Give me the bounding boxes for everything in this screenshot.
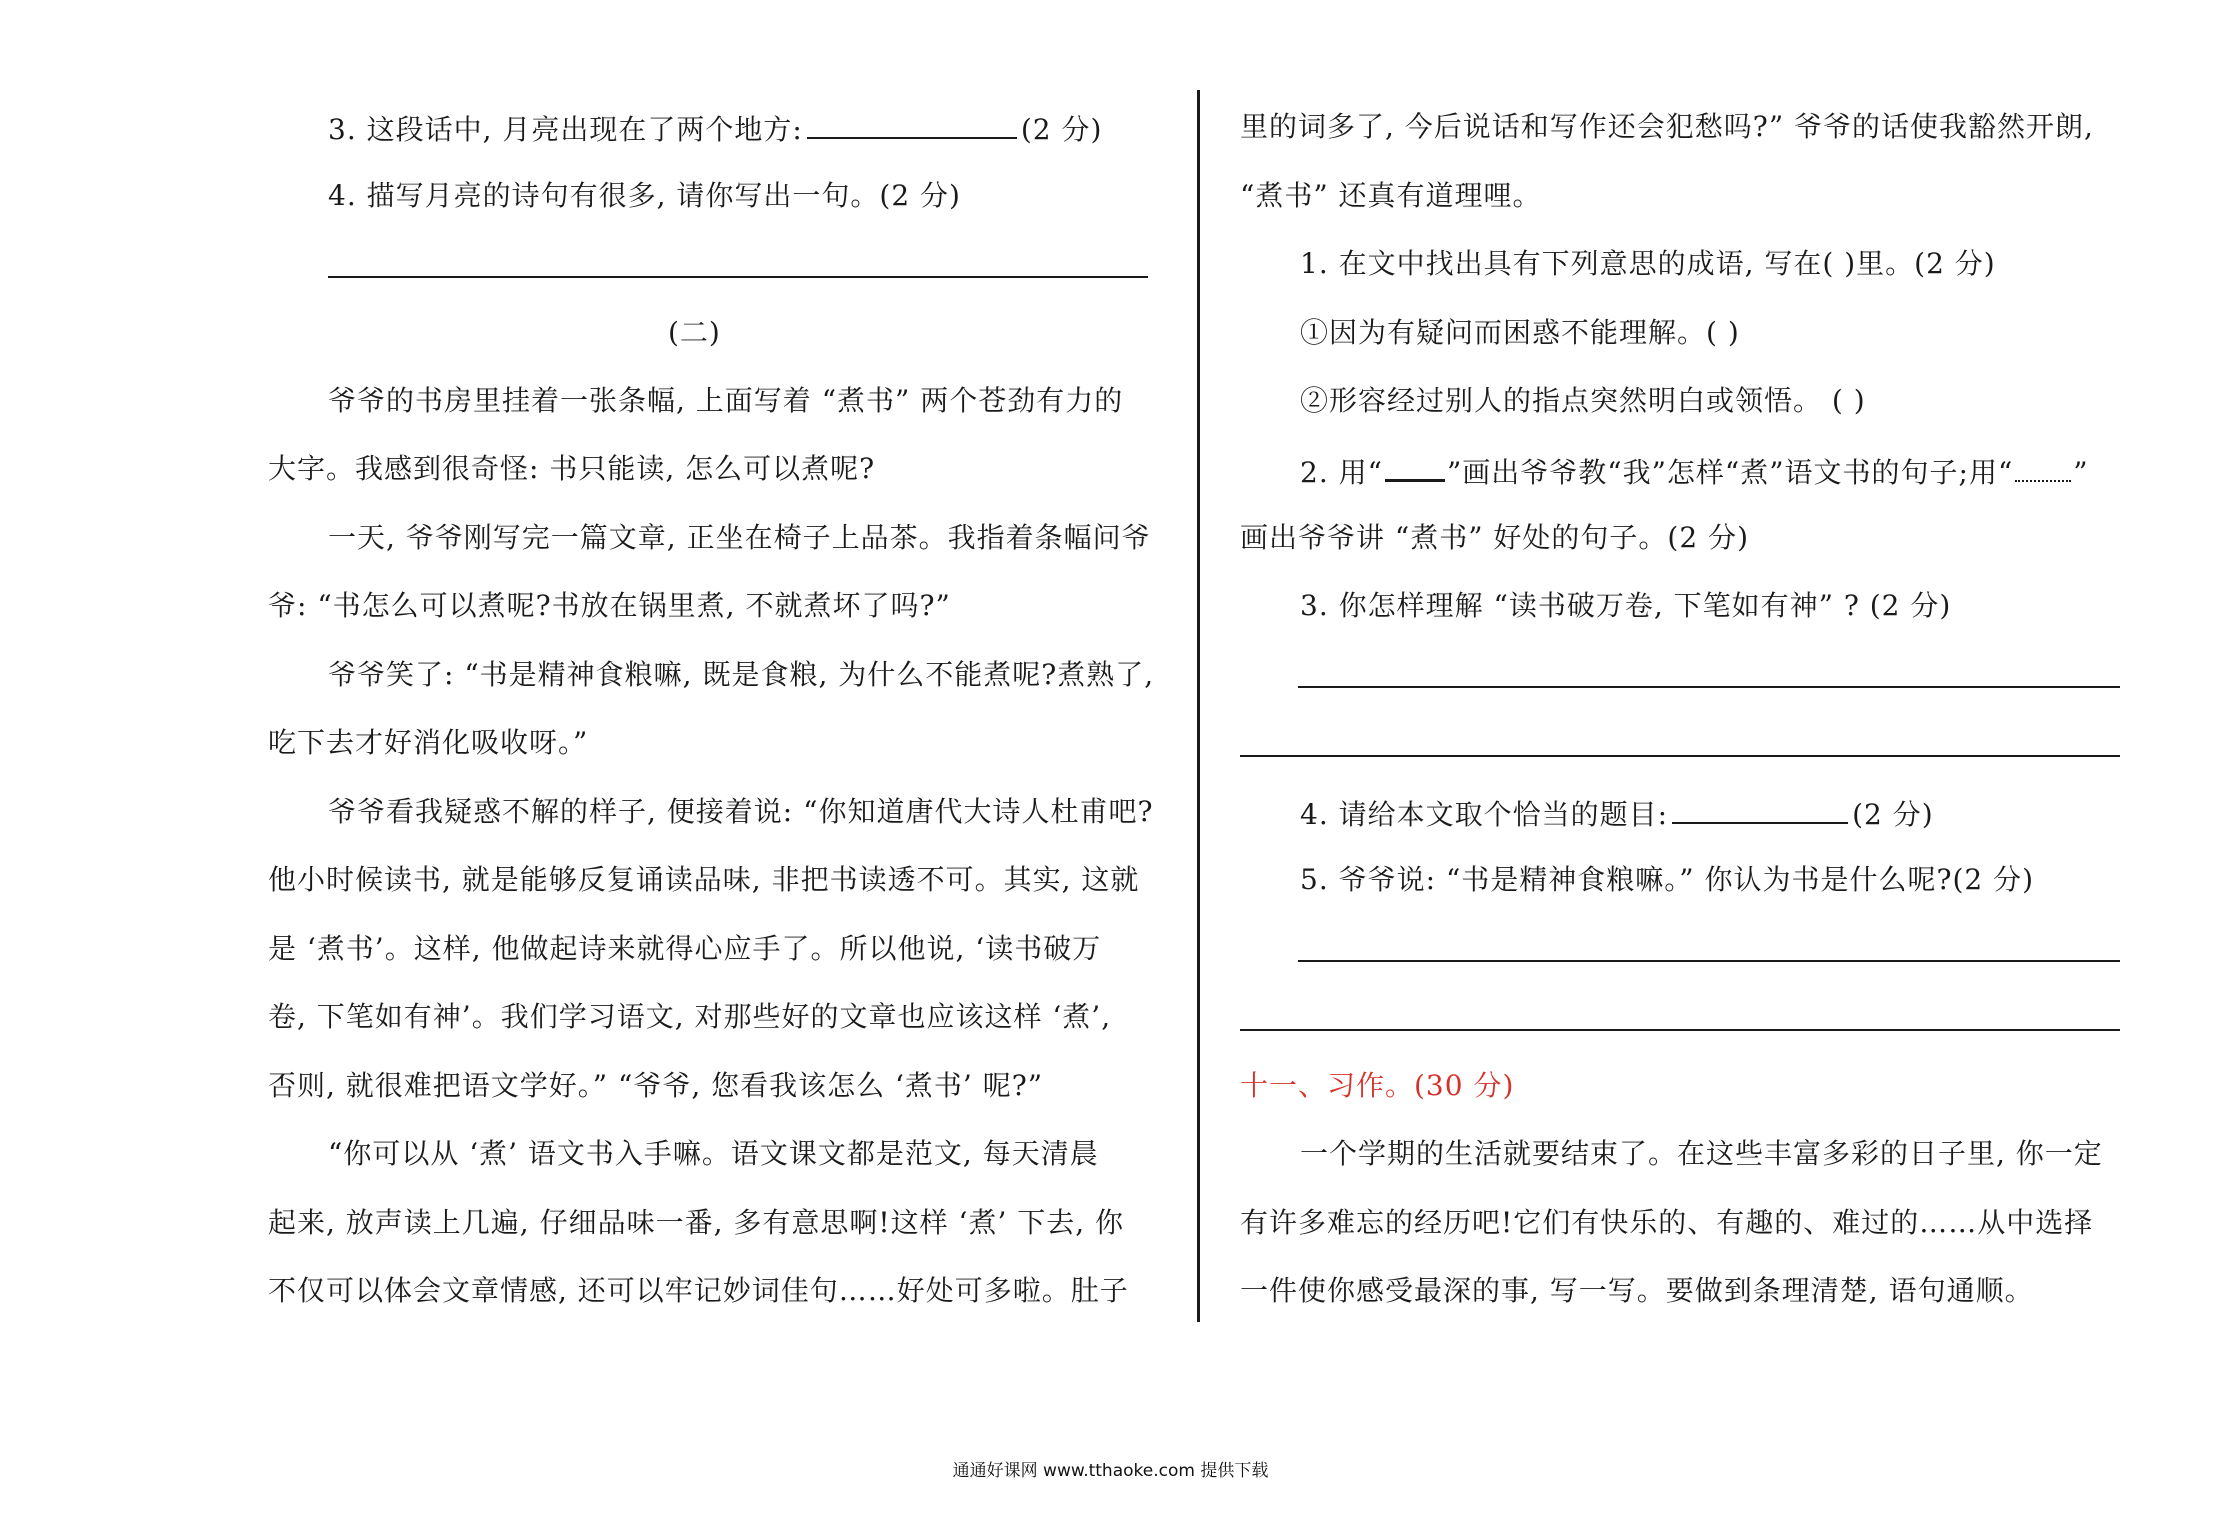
- essay-prompt-line: 有许多难忘的经历吧!它们有快乐的、有趣的、难过的……从中选择: [1240, 1206, 2094, 1239]
- wavy-line-mark: [2015, 450, 2071, 482]
- question-1: 1. 在文中找出具有下列意思的成语, 写在( )里。(2 分): [1300, 247, 1996, 280]
- answer-line[interactable]: [1298, 686, 2120, 688]
- paragraph-line: 一天, 爷爷刚写完一篇文章, 正坐在椅子上品茶。我指着条幅问爷: [328, 521, 1151, 554]
- essay-prompt-line: 一件使你感受最深的事, 写一写。要做到条理清楚, 语句通顺。: [1240, 1274, 2034, 1307]
- essay-section-title: 十一、习作。(30 分): [1240, 1069, 1515, 1102]
- question-2: 2. 用“ ”画出爷爷教“我”怎样“煮”语文书的句子;用“ ”: [1300, 449, 2089, 493]
- question-3: 3. 这段话中, 月亮出现在了两个地方: (2 分): [328, 107, 1102, 150]
- paragraph-line: 爷爷的书房里挂着一张条幅, 上面写着 “煮书” 两个苍劲有力的: [328, 384, 1124, 417]
- paragraph-line: 爷: “书怎么可以煮呢?书放在锅里煮, 不就煮坏了吗?”: [268, 589, 951, 622]
- paragraph-line: 里的词多了, 今后说话和写作还会犯愁吗?” 爷爷的话使我豁然开朗,: [1240, 110, 2094, 143]
- question-2-cont: 画出爷爷讲 “煮书” 好处的句子。(2 分): [1240, 521, 1749, 554]
- paragraph-line: “煮书” 还真有道理哩。: [1240, 179, 1542, 212]
- paragraph-line: 他小时候读书, 就是能够反复诵读品味, 非把书读透不可。其实, 这就: [268, 863, 1140, 896]
- paragraph-line: 是 ‘煮书’。这样, 他做起诗来就得心应手了。所以他说, ‘读书破万: [268, 932, 1102, 965]
- question-4: 4. 描写月亮的诗句有很多, 请你写出一句。(2 分): [328, 179, 961, 212]
- paragraph-line: 爷爷笑了: “书是精神食粮嘛, 既是食粮, 为什么不能煮呢?煮熟了,: [328, 658, 1155, 691]
- paragraph-line: 卷, 下笔如有神’。我们学习语文, 对那些好的文章也应该这样 ‘煮’,: [268, 1000, 1112, 1033]
- question-3: 3. 你怎样理解 “读书破万卷, 下笔如有神” ? (2 分): [1300, 589, 1952, 622]
- paragraph-line: 吃下去才好消化吸收呀。”: [268, 726, 589, 759]
- column-divider: [1197, 90, 1200, 1322]
- paragraph-line: 不仅可以体会文章情感, 还可以牢记妙词佳句……好处可多啦。肚子: [268, 1274, 1129, 1307]
- answer-line[interactable]: [328, 276, 1148, 278]
- answer-blank[interactable]: [807, 107, 1017, 139]
- section-title: (二): [668, 316, 721, 349]
- answer-line[interactable]: [1240, 1029, 2120, 1031]
- paragraph-line: 大字。我感到很奇怪: 书只能读, 怎么可以煮呢?: [268, 452, 876, 485]
- question-1b: ②形容经过别人的指点突然明白或领悟。 ( ): [1300, 384, 1866, 417]
- paragraph-line: 否则, 就很难把语文学好。” “爷爷, 您看我该怎么 ‘煮书’ 呢?”: [268, 1069, 1044, 1102]
- essay-prompt-line: 一个学期的生活就要结束了。在这些丰富多彩的日子里, 你一定: [1300, 1137, 2103, 1170]
- question-5: 5. 爷爷说: “书是精神食粮嘛。” 你认为书是什么呢?(2 分): [1300, 863, 2035, 896]
- straight-line-mark: [1385, 449, 1445, 482]
- paragraph-line: “你可以从 ‘煮’ 语文书入手嘛。语文课文都是范文, 每天清晨: [328, 1137, 1099, 1170]
- footer-source: 通通好课网 www.tthaoke.com 提供下载: [952, 1461, 1269, 1481]
- answer-line[interactable]: [1240, 755, 2120, 757]
- paragraph-line: 起来, 放声读上几遍, 仔细品味一番, 多有意思啊!这样 ‘煮’ 下去, 你: [268, 1206, 1125, 1239]
- answer-line[interactable]: [1298, 960, 2120, 962]
- paragraph-line: 爷爷看我疑惑不解的样子, 便接着说: “你知道唐代大诗人杜甫吧?: [328, 795, 1154, 828]
- question-4: 4. 请给本文取个恰当的题目: (2 分): [1300, 792, 1934, 835]
- question-1a: ①因为有疑问而困惑不能理解。( ): [1300, 316, 1740, 349]
- answer-blank[interactable]: [1672, 792, 1848, 824]
